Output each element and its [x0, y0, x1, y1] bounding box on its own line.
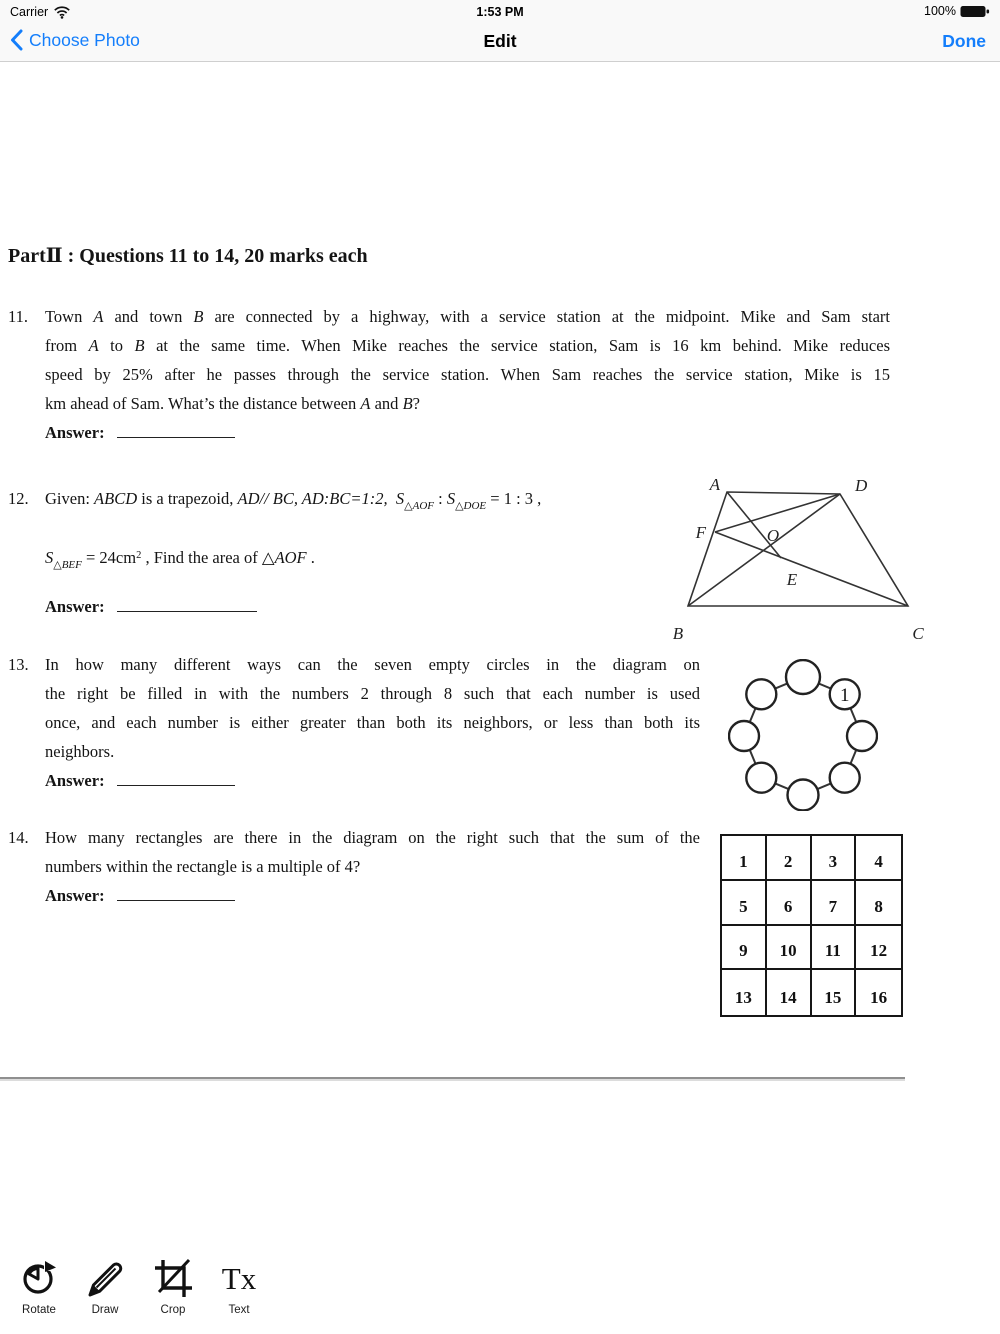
- question-12-number: 12.: [8, 489, 29, 508]
- vertex-label-a: A: [709, 475, 720, 494]
- point-label-o: O: [766, 526, 780, 545]
- rotate-icon: [19, 1258, 59, 1298]
- empty-circle: [830, 763, 860, 793]
- trapezoid-outline: [688, 492, 908, 606]
- crop-tool-button[interactable]: [142, 1254, 204, 1316]
- clock: 1:53 PM: [476, 5, 524, 19]
- question-13: [8, 650, 700, 795]
- question-11-number: 11.: [8, 307, 29, 326]
- circle-number-1: 1: [839, 684, 850, 706]
- grid-cell: 14: [767, 970, 812, 1015]
- grid-cell: 7: [812, 881, 857, 926]
- question-12-line-1: Given: ABCD is a trapezoid, AD// BC, AD:BC=1:2, $S_{\triangle AOF}$ : $S_{\triangle DOE} = 1$ : 3 ,: [45, 489, 542, 512]
- text-tool-icon: Tx: [221, 1260, 257, 1296]
- edit-toolbar: [0, 1250, 1000, 1334]
- segment-fc: [715, 532, 908, 606]
- tool-label: Rotate: [22, 1304, 56, 1316]
- grid-cell: 6: [767, 881, 812, 926]
- pencil-icon: [82, 1256, 128, 1300]
- question-14-answer-row: [45, 881, 700, 910]
- point-label-e: E: [786, 570, 798, 589]
- grid-cell: 12: [856, 926, 901, 971]
- question-14: [8, 823, 700, 910]
- battery-icon: [960, 5, 990, 18]
- grid-cell: 3: [812, 836, 857, 881]
- question-11-line-4: km ahead of Sam. What’s the distance between A and B?: [45, 394, 420, 413]
- empty-circle: [847, 721, 877, 751]
- grid-cell: 11: [812, 926, 857, 971]
- question-12: [8, 484, 541, 621]
- circle-ring-diagram: [728, 659, 878, 811]
- question-14-line-1: How many rectangles are there in the diagram on the right such that the sum of the: [45, 828, 700, 847]
- question-11-line-3: speed by 25% after he passes through the service station. When Sam reaches the service station, Mike is 15: [45, 365, 890, 384]
- segment-bd: [688, 494, 840, 606]
- empty-circle: [729, 721, 759, 751]
- answer-label: Answer:: [45, 597, 105, 616]
- question-13-number: 13.: [8, 655, 29, 674]
- page-edge-line: [0, 1077, 905, 1079]
- grid-cell: 15: [812, 970, 857, 1015]
- done-button[interactable]: Done: [942, 31, 986, 51]
- carrier-label: Carrier: [10, 5, 49, 19]
- question-13-line-2: the right be filled in with the numbers 2 through 8 such that each number is used: [45, 684, 700, 703]
- worksheet-heading: PartⅡ : Questions 11 to 14, 20 marks each: [8, 245, 368, 267]
- question-11-answer-row: [45, 418, 890, 447]
- tool-label: Crop: [160, 1304, 186, 1316]
- answer-label: Answer:: [45, 423, 105, 442]
- question-13-line-1: In how many different ways can the seven empty circles in the diagram on: [45, 655, 700, 674]
- top-chrome: [0, 0, 1000, 62]
- grid-cell: 5: [722, 881, 767, 926]
- page-title: Edit: [483, 31, 517, 51]
- empty-circle: [786, 660, 820, 694]
- grid-cell: 8: [856, 881, 901, 926]
- draw-tool-button[interactable]: [74, 1254, 136, 1316]
- question-13-answer-row: [45, 766, 700, 795]
- rotate-tool-button[interactable]: [8, 1254, 70, 1316]
- answer-blank: [117, 596, 257, 612]
- navigation-bar: [0, 24, 1000, 62]
- question-12-answer-row: [45, 592, 541, 621]
- vertex-label-b: B: [672, 624, 684, 643]
- empty-circle: [788, 780, 819, 811]
- empty-circle: [746, 763, 776, 793]
- answer-blank: [117, 422, 235, 438]
- status-bar: [0, 0, 1000, 24]
- grid-cell: 9: [722, 926, 767, 971]
- grid-cell: 10: [767, 926, 812, 971]
- question-14-line-2: numbers within the rectangle is a multiple of 4?: [45, 857, 361, 876]
- battery-group: [924, 4, 990, 18]
- vertex-label-d: D: [855, 476, 868, 495]
- answer-blank: [117, 885, 235, 901]
- question-11: [8, 302, 890, 447]
- tool-label: Draw: [91, 1304, 119, 1316]
- grid-cell: 2: [767, 836, 812, 881]
- grid-cell: 16: [870, 988, 888, 1007]
- answer-blank: [117, 770, 235, 786]
- trapezoid-diagram: [660, 475, 960, 650]
- empty-circle: [746, 679, 776, 709]
- number-grid-4x4: [720, 834, 903, 1017]
- question-11-line-2: from A to B at the same time. When Mike reaches the service station, Sam is 16 km behind. Mike reduces: [45, 336, 890, 355]
- answer-label: Answer:: [45, 771, 105, 790]
- tool-label: Text: [228, 1304, 250, 1316]
- question-14-number: 14.: [8, 828, 29, 847]
- question-13-line-4: neighbors.: [45, 742, 115, 761]
- vertex-label-f: F: [695, 523, 706, 542]
- grid-cell: 4: [856, 836, 901, 881]
- crop-icon: [152, 1257, 194, 1299]
- text-tool-button[interactable]: [208, 1254, 270, 1316]
- question-13-line-3: once, and each number is either greater than both its neighbors, or less than both its: [45, 713, 700, 732]
- vertex-label-c: C: [912, 624, 924, 643]
- back-button-label: Choose Photo: [29, 29, 140, 50]
- question-12-line-2: $S_{\triangle BEF} = 24cm^2$ , Find the area of △AOF .: [45, 548, 315, 571]
- question-11-line-1: Town A and town B are connected by a highway, with a service station at the midpoint. Mike and Sam start: [45, 307, 891, 326]
- segment-ae: [727, 492, 781, 558]
- grid-cell: 13: [722, 970, 767, 1015]
- battery-percent: 100%: [924, 4, 956, 18]
- answer-label: Answer:: [45, 886, 105, 905]
- grid-cell: 1: [722, 836, 767, 881]
